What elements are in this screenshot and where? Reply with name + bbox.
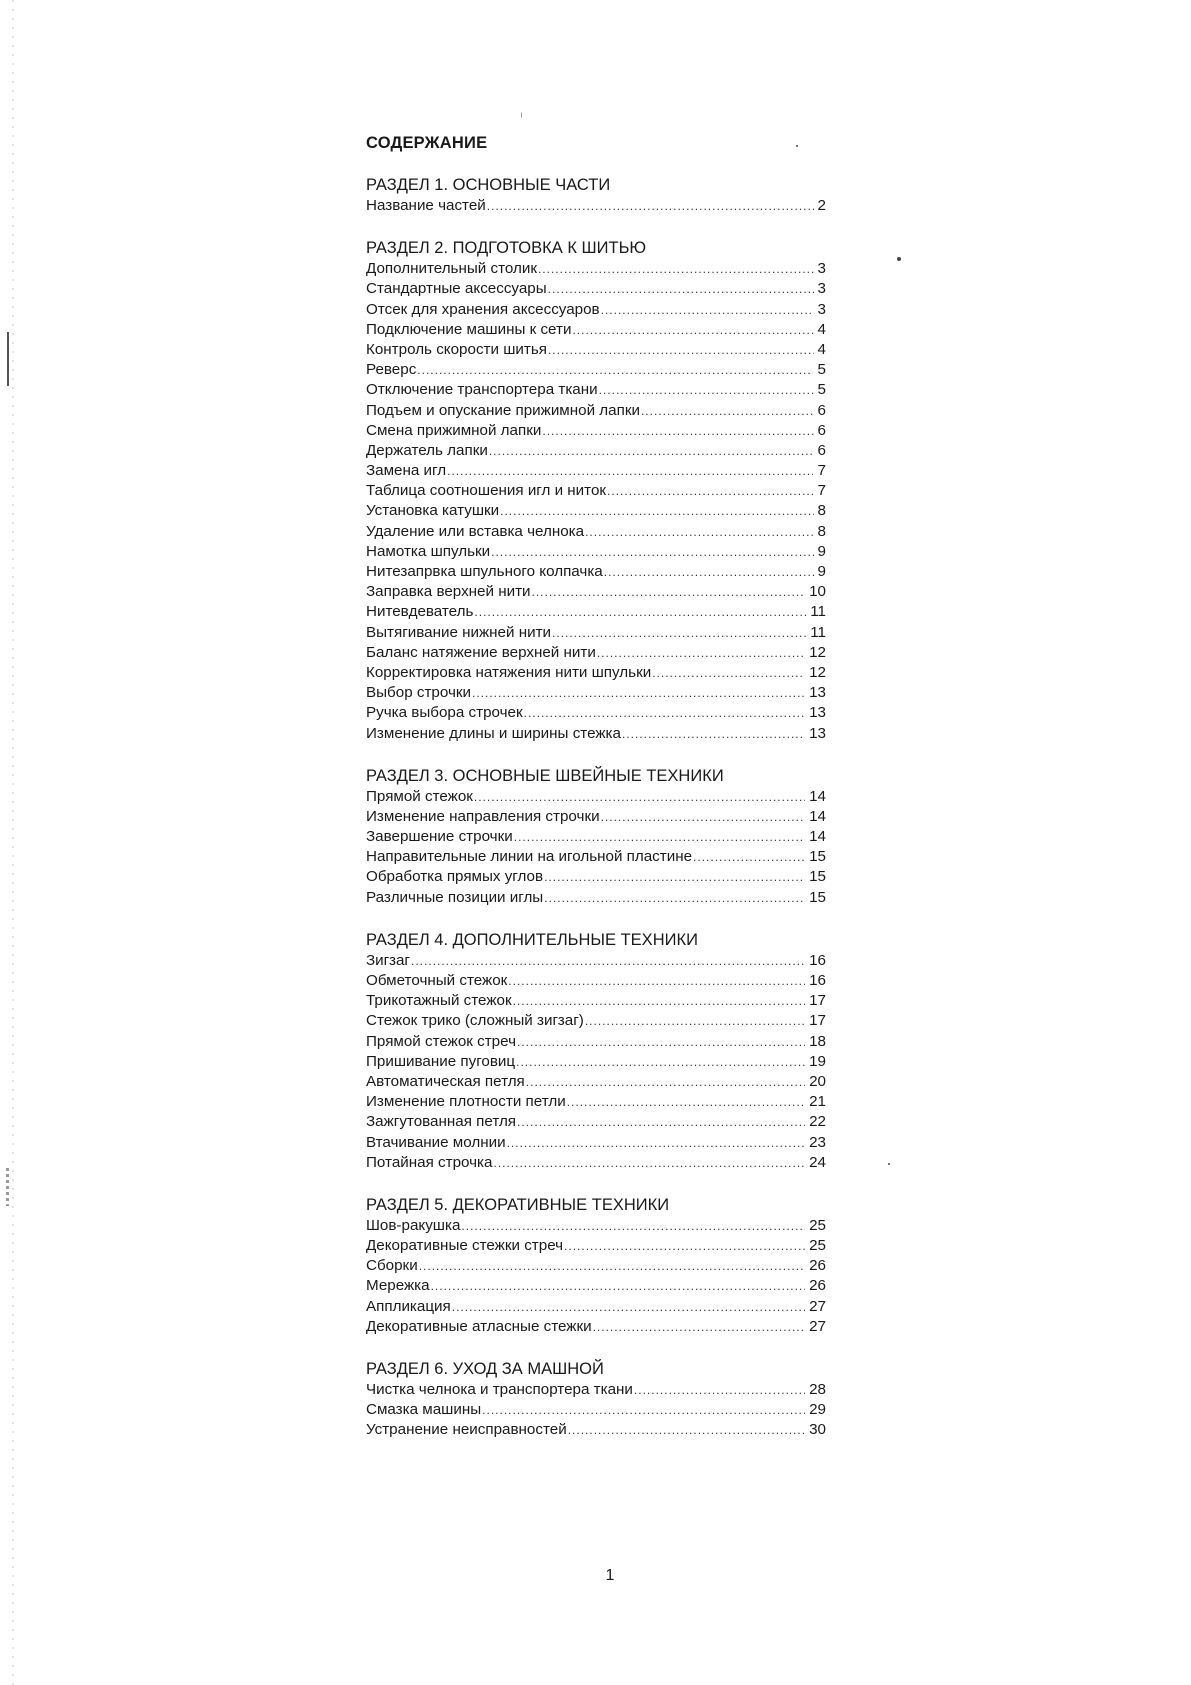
toc-entry bbox=[366, 481, 826, 501]
scan-speck bbox=[888, 1163, 890, 1165]
toc-entry-label: Смазка машины bbox=[366, 1401, 482, 1419]
dot-leader bbox=[431, 1276, 806, 1296]
toc-entry-list bbox=[366, 196, 826, 216]
toc-entry-label: Ручка выбора строчек bbox=[366, 704, 523, 722]
dot-leader bbox=[513, 991, 806, 1011]
toc-entry bbox=[366, 1317, 826, 1337]
toc-entry-page: 10 bbox=[809, 583, 826, 601]
toc-entry-page: 2 bbox=[817, 197, 826, 214]
dot-leader bbox=[507, 1133, 806, 1153]
toc-entry-label: Втачивание молнии bbox=[366, 1133, 506, 1151]
toc-section bbox=[366, 237, 826, 744]
toc-entry-label: Зажгутованная петля bbox=[366, 1113, 517, 1131]
toc-entry-page: 18 bbox=[809, 1032, 826, 1050]
toc-entry bbox=[366, 196, 826, 216]
dot-leader bbox=[500, 501, 813, 521]
toc-entry-page: 28 bbox=[809, 1381, 826, 1398]
toc-entry bbox=[366, 582, 826, 602]
toc-entry-page: 16 bbox=[809, 972, 826, 989]
dot-leader bbox=[593, 1317, 806, 1337]
toc-entry bbox=[366, 867, 826, 887]
toc-sections bbox=[366, 174, 826, 1441]
dot-leader bbox=[567, 1092, 805, 1112]
toc-entry-page: 22 bbox=[809, 1113, 826, 1131]
toc-entry-list bbox=[366, 787, 826, 908]
toc-entry-label: Подъем и опускание прижимной лапки bbox=[366, 401, 640, 419]
toc-entry-page: 14 bbox=[809, 787, 826, 805]
toc-entry-label: Декоративные атласные стежки bbox=[366, 1317, 592, 1335]
dot-leader bbox=[564, 1236, 805, 1256]
dot-leader bbox=[542, 421, 813, 441]
toc-entry bbox=[366, 991, 826, 1011]
toc-entry bbox=[366, 501, 826, 521]
toc-entry bbox=[366, 461, 826, 481]
toc-entry bbox=[366, 1032, 826, 1052]
toc-entry-label: Намотка шпульки bbox=[366, 542, 491, 560]
toc-entry-label: Название частей bbox=[366, 197, 486, 214]
toc-entry-page: 25 bbox=[809, 1216, 826, 1234]
toc-entry-page: 15 bbox=[809, 888, 826, 906]
dot-leader bbox=[585, 1011, 805, 1031]
dot-leader bbox=[572, 320, 813, 340]
toc-entry-label: Выбор строчки bbox=[366, 684, 472, 702]
toc-entry bbox=[366, 340, 826, 360]
toc-entry-page: 9 bbox=[817, 563, 826, 580]
toc-entry-page: 14 bbox=[809, 807, 826, 825]
toc-entry-list bbox=[366, 259, 826, 744]
toc-entry-label: Трикотажный стежок bbox=[366, 992, 512, 1010]
toc-entry-label: Мережка bbox=[366, 1277, 430, 1295]
section-heading: РАЗДЕЛ 5. ДЕКОРАТИВНЫЕ ТЕХНИКИ bbox=[366, 1195, 670, 1214]
dot-leader bbox=[634, 1380, 805, 1400]
dot-leader bbox=[622, 724, 805, 744]
toc-entry-label: Шов-ракушка bbox=[366, 1216, 461, 1234]
toc-entry bbox=[366, 1216, 826, 1236]
dot-leader bbox=[604, 562, 814, 582]
toc-entry bbox=[366, 441, 826, 461]
toc-entry-label: Прямой стежок bbox=[366, 787, 473, 805]
toc-entry bbox=[366, 683, 826, 703]
toc-entry-page: 6 bbox=[817, 441, 826, 459]
toc-entry-label: Держатель лапки bbox=[366, 441, 488, 459]
toc-section bbox=[366, 174, 826, 216]
dot-leader bbox=[489, 441, 814, 461]
document-title: СОДЕРЖАНИЕ bbox=[366, 134, 488, 152]
toc-entry-label: Зигзаг bbox=[366, 951, 410, 969]
scan-speck bbox=[521, 112, 522, 118]
toc-entry-label: Прямой стежок стреч bbox=[366, 1032, 516, 1050]
dot-leader bbox=[411, 951, 805, 971]
toc-entry bbox=[366, 663, 826, 683]
toc-entry-list bbox=[366, 1216, 826, 1337]
toc-entry bbox=[366, 703, 826, 723]
toc-entry bbox=[366, 1153, 826, 1173]
section-heading: РАЗДЕЛ 1. ОСНОВНЫЕ ЧАСТИ bbox=[366, 176, 611, 194]
toc-entry-label: Вытягивание нижней нити bbox=[366, 623, 552, 641]
toc-entry bbox=[366, 1420, 826, 1440]
dot-leader bbox=[482, 1400, 805, 1420]
toc-entry bbox=[366, 1072, 826, 1092]
dot-leader bbox=[419, 1256, 805, 1276]
toc-entry bbox=[366, 1236, 826, 1256]
toc-entry-label: Нитезапрвка шпульного колпачка bbox=[366, 563, 603, 580]
toc-entry-page: 7 bbox=[817, 462, 826, 480]
toc-entry bbox=[366, 847, 826, 867]
toc-entry-label: Замена игл bbox=[366, 462, 447, 480]
dot-leader bbox=[524, 703, 805, 723]
toc-entry-page: 17 bbox=[809, 992, 826, 1010]
toc-entry bbox=[366, 1112, 826, 1132]
dot-leader bbox=[474, 787, 805, 807]
toc-entry-label: Устранение неисправностей bbox=[366, 1421, 567, 1439]
toc-entry-label: Аппликация bbox=[366, 1297, 451, 1315]
section-heading: РАЗДЕЛ 6. УХОД ЗА МАШНОЙ bbox=[366, 1360, 604, 1378]
dot-leader bbox=[452, 1297, 805, 1317]
toc-entry-page: 3 bbox=[817, 280, 826, 298]
toc-entry bbox=[366, 807, 826, 827]
toc-entry-label: Завершение строчки bbox=[366, 828, 513, 846]
toc-entry-label: Заправка верхней нити bbox=[366, 583, 531, 601]
toc-entry-label: Изменение длины и ширины стежка bbox=[366, 724, 621, 742]
toc-entry-label: Установка катушки bbox=[366, 502, 500, 520]
toc-entry-page: 13 bbox=[809, 704, 826, 722]
toc-entry-page: 8 bbox=[817, 522, 826, 540]
toc-entry bbox=[366, 1011, 826, 1031]
scan-edge-marks bbox=[12, 0, 14, 1685]
dot-leader bbox=[517, 1112, 805, 1132]
toc-entry-label: Удаление или вставка челнока bbox=[366, 522, 585, 540]
toc-entry bbox=[366, 623, 826, 643]
toc-entry-page: 11 bbox=[810, 623, 826, 641]
dot-leader bbox=[517, 1032, 805, 1052]
dot-leader bbox=[641, 401, 814, 421]
toc-entry-label: Пришивание пуговиц bbox=[366, 1052, 516, 1070]
dot-leader bbox=[516, 1052, 805, 1072]
toc-entry-page: 27 bbox=[809, 1317, 826, 1335]
dot-leader bbox=[461, 1216, 805, 1236]
scan-speck bbox=[897, 257, 901, 261]
toc-entry-label: Отключение транспортера ткани bbox=[366, 381, 598, 399]
toc-entry-label: Нитевдеватель bbox=[366, 603, 474, 621]
section-heading: РАЗДЕЛ 3. ОСНОВНЫЕ ШВЕЙНЫЕ ТЕХНИКИ bbox=[366, 766, 724, 785]
toc-entry-page: 16 bbox=[809, 951, 826, 969]
toc-entry-label: Обработка прямых углов bbox=[366, 868, 544, 886]
toc-section bbox=[366, 1194, 826, 1337]
scan-edge-bar bbox=[7, 332, 9, 386]
toc-entry bbox=[366, 259, 826, 279]
toc-entry bbox=[366, 1052, 826, 1072]
dot-leader bbox=[447, 461, 813, 481]
section-heading: РАЗДЕЛ 2. ПОДГОТОВКА К ШИТЬЮ bbox=[366, 239, 647, 258]
toc-entry bbox=[366, 971, 826, 991]
toc-entry-page: 25 bbox=[809, 1237, 826, 1255]
toc-entry-page: 20 bbox=[809, 1072, 826, 1090]
toc-entry-label: Направительные линии на игольной пластине bbox=[366, 848, 693, 866]
toc-entry bbox=[366, 827, 826, 847]
toc-entry-page: 15 bbox=[809, 868, 826, 886]
toc-section bbox=[366, 1358, 826, 1441]
toc-entry-page: 11 bbox=[810, 603, 826, 621]
toc-entry bbox=[366, 1276, 826, 1296]
toc-entry-page: 7 bbox=[817, 482, 826, 500]
dot-leader bbox=[597, 643, 805, 663]
dot-leader bbox=[548, 340, 814, 360]
toc-entry bbox=[366, 1133, 826, 1153]
toc-entry-label: Смена прижимной лапки bbox=[366, 421, 542, 439]
dot-leader bbox=[568, 1420, 805, 1440]
toc-entry bbox=[366, 643, 826, 663]
toc-entry-label: Стандартные аксессуары bbox=[366, 280, 547, 298]
scan-edge-mark bbox=[6, 1168, 9, 1206]
toc-entry-label: Сборки bbox=[366, 1257, 418, 1275]
toc-entry bbox=[366, 320, 826, 340]
toc-entry-label: Контроль скорости шитья bbox=[366, 340, 547, 358]
toc-entry-page: 30 bbox=[809, 1421, 826, 1439]
dot-leader bbox=[538, 259, 814, 279]
dot-leader bbox=[474, 602, 806, 622]
toc-entry-page: 26 bbox=[809, 1277, 826, 1295]
toc-entry-page: 14 bbox=[809, 828, 826, 846]
toc-entry-page: 3 bbox=[817, 300, 826, 318]
toc-entry-page: 27 bbox=[809, 1297, 826, 1315]
dot-leader bbox=[514, 827, 805, 847]
toc-entry bbox=[366, 1400, 826, 1420]
toc-entry bbox=[366, 1092, 826, 1112]
toc-entry-list bbox=[366, 1380, 826, 1441]
toc-entry bbox=[366, 602, 826, 622]
toc-entry-page: 15 bbox=[809, 848, 826, 866]
dot-leader bbox=[585, 522, 813, 542]
toc-entry bbox=[366, 380, 826, 400]
toc-entry-page: 12 bbox=[809, 643, 826, 661]
toc-entry-page: 13 bbox=[809, 724, 826, 742]
toc-entry-page: 3 bbox=[817, 260, 826, 278]
toc-entry bbox=[366, 522, 826, 542]
toc-entry-list bbox=[366, 951, 826, 1173]
toc-entry-page: 29 bbox=[809, 1401, 826, 1419]
dot-leader bbox=[601, 300, 814, 320]
toc-entry-label: Декоративные стежки стреч bbox=[366, 1237, 564, 1255]
toc-entry-label: Потайная строчка bbox=[366, 1153, 493, 1171]
toc-entry bbox=[366, 888, 826, 908]
dot-leader bbox=[607, 481, 814, 501]
toc-entry bbox=[366, 300, 826, 320]
dot-leader bbox=[552, 623, 806, 643]
toc-entry-label: Автоматическая петля bbox=[366, 1072, 525, 1090]
dot-leader bbox=[652, 663, 805, 683]
dot-leader bbox=[601, 807, 806, 827]
toc-entry-label: Обметочный стежок bbox=[366, 972, 508, 989]
toc-entry-label: Изменение направления строчки bbox=[366, 807, 600, 825]
toc-entry bbox=[366, 1297, 826, 1317]
dot-leader bbox=[544, 888, 805, 908]
toc-entry-page: 5 bbox=[817, 381, 826, 399]
toc-entry bbox=[366, 279, 826, 299]
toc-entry-page: 12 bbox=[809, 663, 826, 681]
toc-entry-page: 6 bbox=[817, 401, 826, 419]
toc-entry-label: Стежок трико (сложный зигзаг) bbox=[366, 1012, 584, 1030]
section-heading: РАЗДЕЛ 4. ДОПОЛНИТЕЛЬНЫЕ ТЕХНИКИ bbox=[366, 930, 698, 949]
dot-leader bbox=[599, 380, 814, 400]
toc-section bbox=[366, 765, 826, 908]
toc-entry bbox=[366, 1256, 826, 1276]
toc-entry-label: Изменение плотности петли bbox=[366, 1093, 566, 1111]
toc-entry-page: 4 bbox=[817, 340, 826, 358]
toc-entry-page: 4 bbox=[817, 320, 826, 338]
toc-entry-page: 24 bbox=[809, 1153, 826, 1171]
toc-entry-label: Таблица соотношения игл и ниток bbox=[366, 482, 607, 500]
dot-leader bbox=[487, 196, 814, 216]
toc-entry bbox=[366, 421, 826, 441]
toc-entry-page: 19 bbox=[809, 1052, 826, 1070]
toc-entry bbox=[366, 542, 826, 562]
toc-entry bbox=[366, 1380, 826, 1400]
toc-entry bbox=[366, 951, 826, 971]
dot-leader bbox=[532, 582, 806, 602]
toc-entry-page: 5 bbox=[817, 361, 826, 379]
toc-entry-label: Реверс bbox=[366, 361, 417, 379]
toc-section bbox=[366, 929, 826, 1173]
dot-leader bbox=[526, 1072, 805, 1092]
toc-entry-page: 8 bbox=[817, 502, 826, 520]
toc-entry-page: 13 bbox=[809, 684, 826, 702]
toc-entry bbox=[366, 562, 826, 582]
toc-entry bbox=[366, 360, 826, 380]
toc-entry-label: Подключение машины к сети bbox=[366, 320, 572, 338]
page-number: 1 bbox=[605, 1567, 615, 1584]
toc-entry bbox=[366, 787, 826, 807]
toc-entry-page: 17 bbox=[809, 1012, 826, 1030]
toc-entry-label: Дополнительный столик bbox=[366, 260, 537, 278]
toc-entry-label: Корректировка натяжения нити шпульки bbox=[366, 663, 652, 681]
dot-leader bbox=[548, 279, 814, 299]
toc-entry-label: Чистка челнока и транспортера ткани bbox=[366, 1381, 633, 1398]
toc-entry bbox=[366, 401, 826, 421]
dot-leader bbox=[544, 867, 805, 887]
toc-entry-label: Отсек для хранения аксессуаров bbox=[366, 300, 600, 318]
toc-entry-page: 21 bbox=[809, 1093, 826, 1111]
dot-leader bbox=[472, 683, 805, 703]
toc-entry-page: 23 bbox=[809, 1133, 826, 1151]
dot-leader bbox=[508, 971, 805, 991]
dot-leader bbox=[693, 847, 805, 867]
dot-leader bbox=[417, 360, 812, 380]
toc-entry-page: 9 bbox=[817, 542, 826, 560]
toc-entry bbox=[366, 724, 826, 744]
toc-entry-page: 6 bbox=[817, 421, 826, 439]
dot-leader bbox=[493, 1153, 805, 1173]
table-of-contents bbox=[366, 132, 826, 1441]
dot-leader bbox=[491, 542, 813, 562]
toc-entry-label: Баланс натяжение верхней нити bbox=[366, 643, 596, 661]
toc-entry-page: 26 bbox=[809, 1257, 826, 1275]
toc-entry-label: Различные позиции иглы bbox=[366, 888, 544, 906]
